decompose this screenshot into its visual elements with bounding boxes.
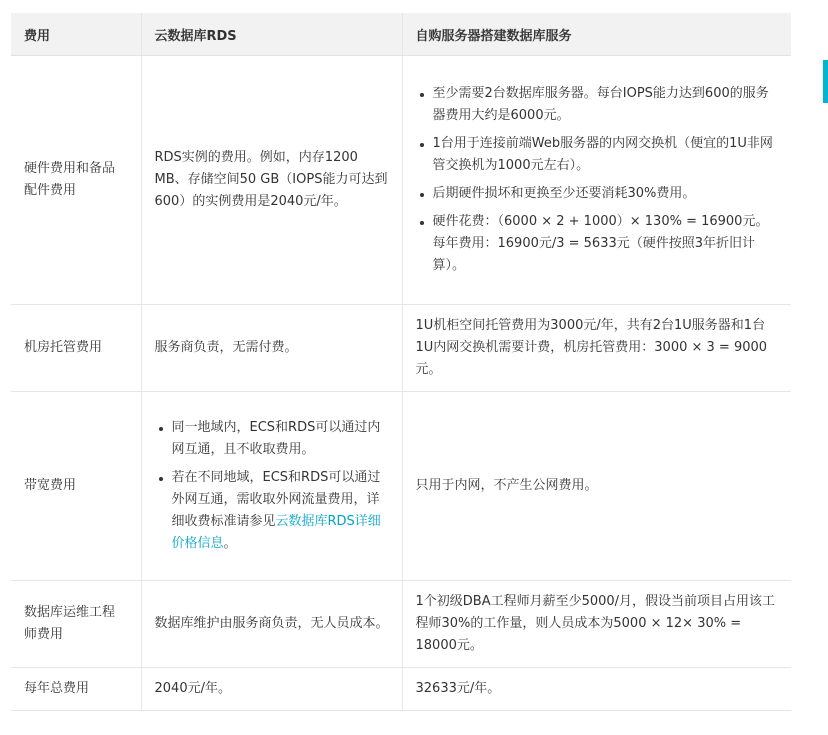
list-item-text: 若在不同地域，ECS和RDS可以通过外网互通，需收取外网流量费用，详细收费标准请参见 bbox=[171, 470, 381, 529]
bullet-list bbox=[155, 417, 389, 555]
header-cost: 费用 bbox=[11, 13, 141, 56]
self-hosted-cell: 1U机柜空间托管费用为3000元/年，共有2台1U服务器和1台1U内网交换机需要计费，机房托管费用：3000 × 3 = 9000元。 bbox=[402, 305, 791, 392]
rds-cell: 数据库维护由服务商负责，无人员成本。 bbox=[141, 581, 402, 668]
rds-cell: 服务商负责，无需付费。 bbox=[141, 305, 402, 392]
table-row bbox=[11, 668, 791, 711]
table-row bbox=[11, 392, 791, 581]
self-hosted-cell: 32633元/年。 bbox=[402, 668, 791, 711]
list-item: 至少需要2台数据库服务器。每台IOPS能力达到600的服务器费用大约是6000元。 bbox=[433, 83, 779, 127]
table-header-row bbox=[11, 13, 791, 56]
rds-cell: RDS实例的费用。例如，内存1200 MB、存储空间50 GB（IOPS能力可达到600）的实例费用是2040元/年。 bbox=[141, 56, 402, 305]
self-hosted-cell: 只用于内网，不产生公网费用。 bbox=[402, 392, 791, 581]
row-label: 带宽费用 bbox=[11, 392, 141, 581]
row-label: 每年总费用 bbox=[11, 668, 141, 711]
content-area bbox=[11, 13, 791, 711]
list-item: 1台用于连接前端Web服务器的内网交换机（便宜的1U非网管交换机为1000元左右）。 bbox=[433, 133, 779, 177]
table-row bbox=[11, 305, 791, 392]
cost-comparison-table bbox=[11, 13, 791, 711]
table-row bbox=[11, 581, 791, 668]
list-item-tail: 。 bbox=[223, 536, 237, 551]
rds-cell bbox=[141, 392, 402, 581]
scrollbar-thumb[interactable] bbox=[823, 60, 828, 103]
row-label: 机房托管费用 bbox=[11, 305, 141, 392]
self-hosted-cell bbox=[402, 56, 791, 305]
rds-pricing-link[interactable]: 云数据库RDS详细价格信息 bbox=[171, 514, 381, 551]
rds-cell: 2040元/年。 bbox=[141, 668, 402, 711]
bullet-list bbox=[416, 83, 779, 277]
table-row bbox=[11, 56, 791, 305]
list-item: 同一地域内，ECS和RDS可以通过内网互通，且不收取费用。 bbox=[172, 417, 389, 461]
self-hosted-cell: 1个初级DBA工程师月薪至少5000/月，假设当前项目占用该工程师30%的工作量，则人员成本为5000 × 12× 30% = 18000元。 bbox=[402, 581, 791, 668]
list-item bbox=[172, 467, 389, 555]
header-self-hosted: 自购服务器搭建数据库服务 bbox=[402, 13, 791, 56]
list-item: 硬件花费：（6000 × 2 + 1000）× 130% = 16900元。每年费用：16900元/3 = 5633元（硬件按照3年折旧计算）。 bbox=[433, 211, 779, 277]
header-rds: 云数据库RDS bbox=[141, 13, 402, 56]
row-label: 数据库运维工程师费用 bbox=[11, 581, 141, 668]
list-item: 后期硬件损坏和更换至少还要消耗30%费用。 bbox=[433, 183, 779, 205]
row-label: 硬件费用和备品配件费用 bbox=[11, 56, 141, 305]
